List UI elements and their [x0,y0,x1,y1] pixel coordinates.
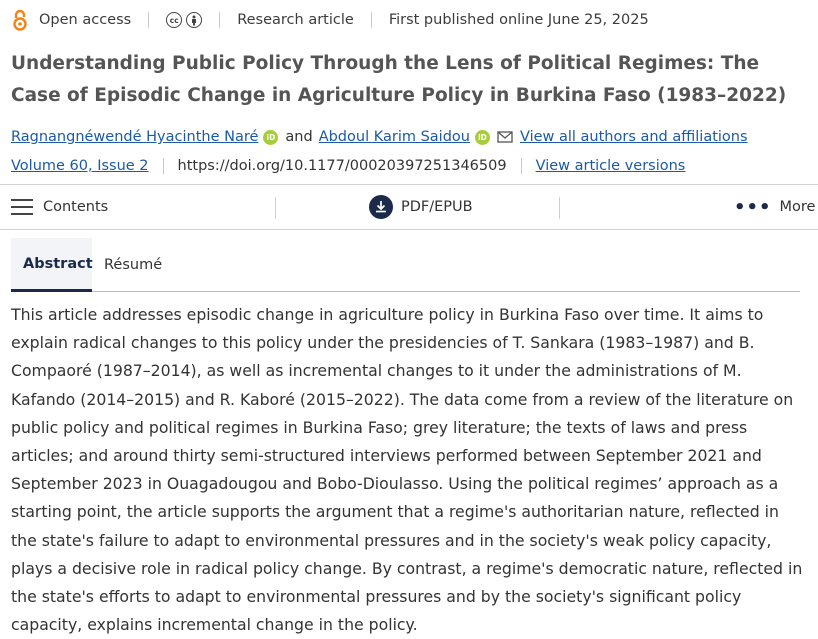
abstract-tabs [11,238,800,292]
divider [148,12,149,28]
open-access-label: Open access [39,12,132,28]
author-conjunction: and [285,129,313,145]
author-link-saidou[interactable]: Abdoul Karim Saidou [318,129,470,145]
article-type: Research article [237,12,354,28]
menu-icon [11,199,33,215]
contents-button[interactable] [11,185,108,229]
article-title: Understanding Public Policy Through the Lens of Political Regimes: The Case of Episodic Change in Agriculture Policy in Burkina Faso (1983–2022) [11,53,787,106]
orcid-icon[interactable]: iD [475,130,490,145]
abstract-text: This article addresses episodic change in agriculture policy in Burkina Faso over time. It aims to explain radical changes to this policy under the presidencies of T. Sankara (1983–1987) and B. Compaoré (1987–2014), as well as incremental changes to it under the administrations of M. Kafando (2014–2015) and R. Kaboré (2015–2022). The data come from a review of the literature on public policy and political regimes in Burkina Faso; grey literature; the texts of laws and press articles; and around thirty semi-structured interviews performed between September 2021 and September 2023 in Ouagadougou and Bobo-Dioulasso. Using the political regimes’ approach as a starting point, the article supports the argument that a regime's authoritarian nature, reflected in the state's failure to adapt to environmental pressures and in the society's weak policy capacity, plays a decisive role in radical policy change. By contrast, a regime's democratic nature, reflected in the state's efforts to adapt to environmental pressures and by the society's significant policy capacity, explains incremental change in the policy. [11,305,803,635]
divider [521,158,522,174]
open-access-icon [11,9,29,31]
divider [219,12,220,28]
license-icons[interactable] [166,12,202,28]
divider [559,197,560,219]
view-all-authors-link[interactable]: View all authors and affiliations [519,129,748,145]
article-toolbar [0,184,818,230]
article-meta-row [11,9,649,31]
pdf-epub-label: PDF/EPUB [401,199,473,215]
mail-icon[interactable] [497,131,513,143]
more-button[interactable] [734,185,815,229]
divider [275,197,276,219]
pdf-epub-button[interactable] [369,185,473,229]
more-dots-icon: ••• [734,196,772,218]
download-icon [369,195,393,219]
volume-issue-link[interactable]: Volume 60, Issue 2 [11,158,149,174]
divider [163,158,164,174]
author-link-nare[interactable]: Ragnangnéwendé Hyacinthe Naré [11,129,259,145]
tab-abstract[interactable]: Abstract [11,238,92,292]
author-list [11,126,748,148]
publication-date: First published online June 25, 2025 [388,12,649,28]
orcid-icon[interactable]: iD [263,130,278,145]
contents-label: Contents [43,199,109,215]
tab-resume[interactable]: Résumé [104,256,163,273]
divider [371,12,372,28]
view-versions-link[interactable]: View article versions [535,158,686,174]
doi-text[interactable]: https://doi.org/10.1177/00020397251346509 [177,158,507,174]
more-label: More [779,199,816,215]
creative-commons-icon: cc [166,12,182,28]
attribution-icon [186,12,202,28]
issue-info-row [11,155,685,177]
